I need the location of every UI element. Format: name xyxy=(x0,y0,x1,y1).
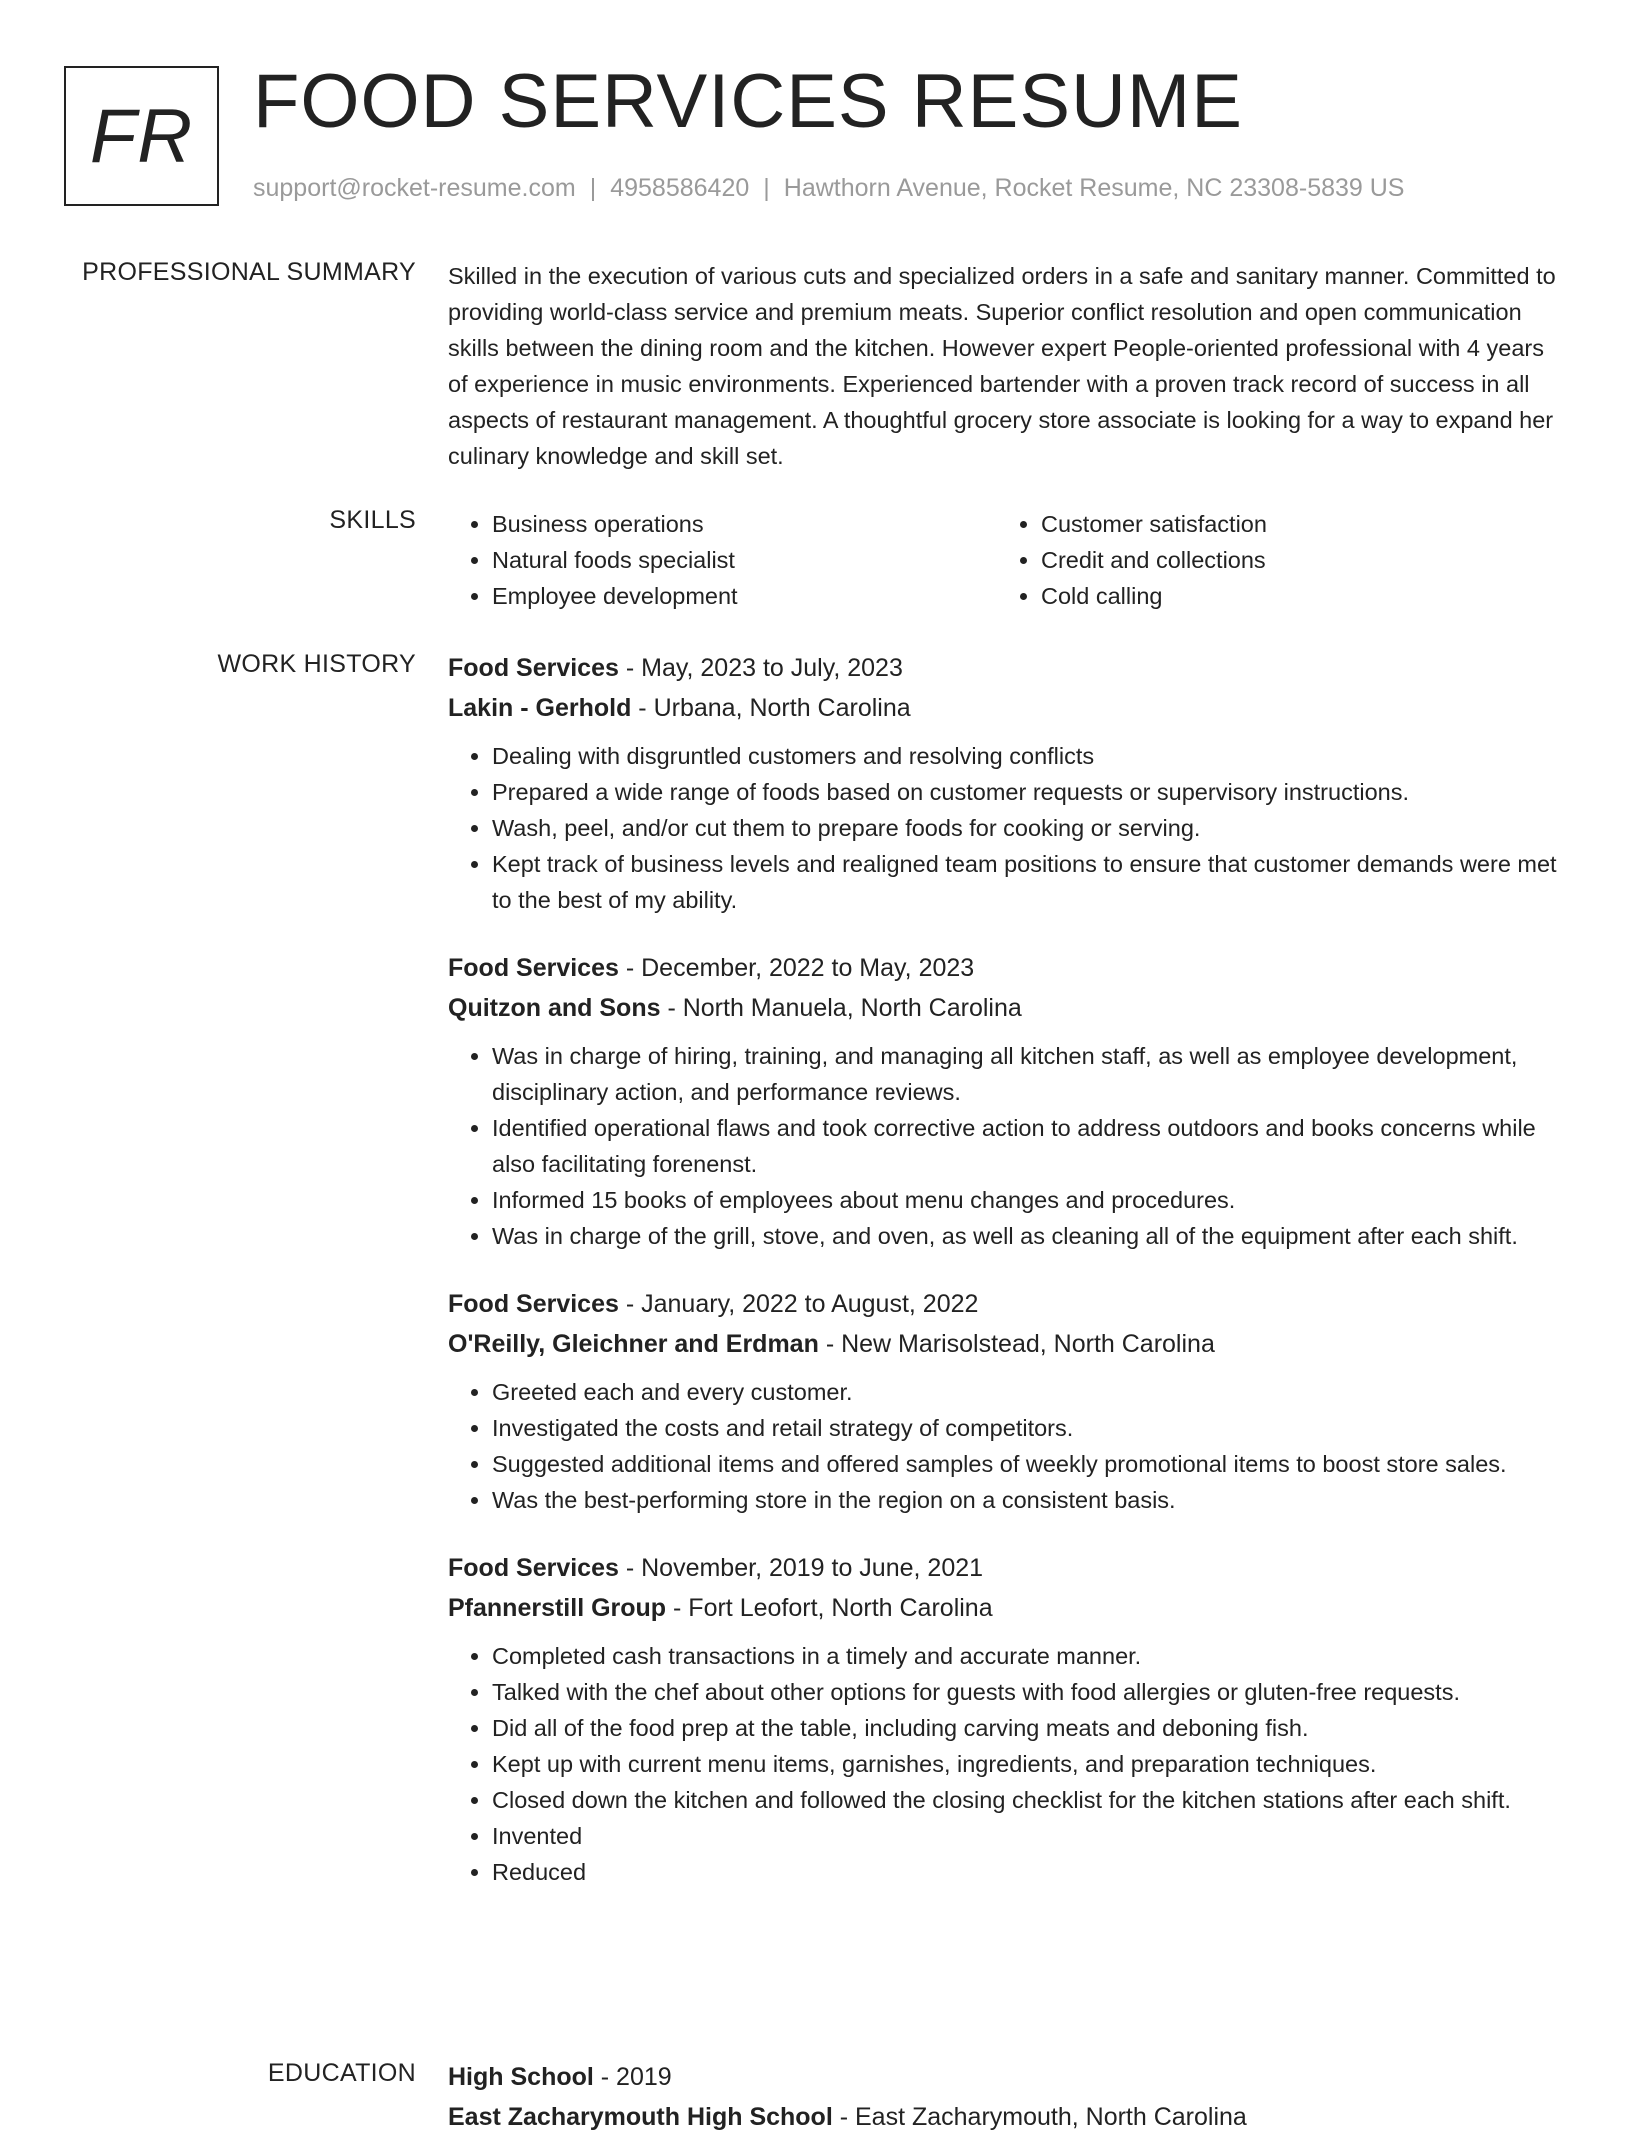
job-bullet: • Kept up with current menu items, garnishes, ingredients, and preparation techniques. xyxy=(492,1746,1568,1782)
education-year: - 2019 xyxy=(593,2063,672,2091)
skill-item: • Natural foods specialist xyxy=(492,542,997,578)
job-company: Quitzon and Sons xyxy=(448,994,661,1022)
summary-body xyxy=(448,258,1568,474)
contact-separator: | xyxy=(763,174,770,202)
skills-list-right xyxy=(997,506,1546,614)
job-dates: - May, 2023 to July, 2023 xyxy=(618,654,903,682)
job-role: Food Services xyxy=(448,1290,619,1318)
job-company-line xyxy=(448,1588,1568,1628)
work-heading: WORK HISTORY xyxy=(217,650,416,678)
education-degree-line xyxy=(448,2057,1568,2097)
skills-heading: SKILLS xyxy=(329,506,416,534)
job-bullet: • Wash, peel, and/or cut them to prepare foods for cooking or serving. xyxy=(492,810,1568,846)
job-company-line xyxy=(448,988,1568,1028)
skills-grid xyxy=(448,506,1568,614)
job-bullet: • Was in charge of hiring, training, and managing all kitchen staff, as well as employee development, disciplinary action, and performance reviews. xyxy=(492,1038,1568,1110)
job-bullet: • Was the best-performing store in the region on a consistent basis. xyxy=(492,1482,1568,1518)
job-bullet: • Talked with the chef about other options for guests with food allergies or gluten-free requests. xyxy=(492,1674,1568,1710)
contact-line xyxy=(253,174,1404,203)
skills-list-left xyxy=(448,506,997,614)
job-bullet: • Completed cash transactions in a timely and accurate manner. xyxy=(492,1638,1568,1674)
job-entry xyxy=(448,648,1568,918)
job-role: Food Services xyxy=(448,1554,619,1582)
job-bullets xyxy=(448,1374,1568,1518)
education-location: - East Zacharymouth, North Carolina xyxy=(832,2103,1247,2131)
monogram: FR xyxy=(64,66,219,206)
resume-title: FOOD SERVICES RESUME xyxy=(253,59,1243,144)
job-location: - New Marisolstead, North Carolina xyxy=(818,1330,1215,1358)
summary-text: Skilled in the execution of various cuts and specialized orders in a safe and sanitary manner. Committed to providing world-class service and premium meats. Superior conflict resolution and open communication skills between the dining room and the kitchen. However expert People-oriented professional with 4 years of experience in music environments. Experienced bartender with a proven track record of success in all aspects of restaurant management. A thoughtful grocery store associate is looking for a way to expand her culinary knowledge and skill set. xyxy=(448,263,1556,469)
job-role-line xyxy=(448,1548,1568,1588)
job-company-line xyxy=(448,1324,1568,1364)
education-school-line xyxy=(448,2097,1568,2137)
job-bullets xyxy=(448,1638,1568,1890)
skill-item: • Customer satisfaction xyxy=(1041,506,1546,542)
education-school: East Zacharymouth High School xyxy=(448,2103,833,2131)
job-company: Pfannerstill Group xyxy=(448,1594,667,1622)
job-bullet: • Informed 15 books of employees about menu changes and procedures. xyxy=(492,1182,1568,1218)
skill-item: • Credit and collections xyxy=(1041,542,1546,578)
job-bullet: • Did all of the food prep at the table, including carving meats and deboning fish. xyxy=(492,1710,1568,1746)
skill-item: • Employee development xyxy=(492,578,997,614)
job-company: O'Reilly, Gleichner and Erdman xyxy=(448,1330,819,1358)
job-bullets xyxy=(448,738,1568,918)
contact-phone[interactable]: 4958586420 xyxy=(610,174,750,202)
job-bullet: • Was in charge of the grill, stove, and oven, as well as cleaning all of the equipment after each shift. xyxy=(492,1218,1568,1254)
job-role-line xyxy=(448,1284,1568,1324)
job-bullet: • Investigated the costs and retail strategy of competitors. xyxy=(492,1410,1568,1446)
contact-email[interactable]: support@rocket-resume.com xyxy=(253,174,576,202)
job-bullet: • Kept track of business levels and realigned team positions to ensure that customer demands were met to the best of my ability. xyxy=(492,846,1568,918)
job-role: Food Services xyxy=(448,654,619,682)
job-dates: - December, 2022 to May, 2023 xyxy=(618,954,975,982)
job-role: Food Services xyxy=(448,954,619,982)
education-heading: EDUCATION xyxy=(267,2059,416,2087)
job-bullet: • Suggested additional items and offered samples of weekly promotional items to boost store sales. xyxy=(492,1446,1568,1482)
job-dates: - November, 2019 to June, 2021 xyxy=(618,1554,984,1582)
contact-address: Hawthorn Avenue, Rocket Resume, NC 23308-5839 US xyxy=(783,174,1405,202)
job-location: - North Manuela, North Carolina xyxy=(660,994,1022,1022)
job-entry xyxy=(448,1548,1568,1890)
job-role-line xyxy=(448,648,1568,688)
job-entry xyxy=(448,948,1568,1254)
work-body xyxy=(448,648,1568,1920)
job-entry xyxy=(448,1284,1568,1518)
contact-separator: | xyxy=(589,174,597,202)
job-dates: - January, 2022 to August, 2022 xyxy=(618,1290,979,1318)
job-bullet: • Invented xyxy=(492,1818,1568,1854)
job-bullet: • Reduced xyxy=(492,1854,1568,1890)
education-body xyxy=(448,2057,1568,2137)
skill-item: • Business operations xyxy=(492,506,997,542)
job-bullet: • Dealing with disgruntled customers and resolving conflicts xyxy=(492,738,1568,774)
job-location: - Fort Leofort, North Carolina xyxy=(666,1594,993,1622)
job-bullets xyxy=(448,1038,1568,1254)
job-company-line xyxy=(448,688,1568,728)
job-bullet: • Prepared a wide range of foods based on customer requests or supervisory instructions. xyxy=(492,774,1568,810)
job-bullet: • Identified operational flaws and took corrective action to address outdoors and books concerns while also facilitating forenenst. xyxy=(492,1110,1568,1182)
job-role-line xyxy=(448,948,1568,988)
skill-item: • Cold calling xyxy=(1041,578,1546,614)
job-company: Lakin - Gerhold xyxy=(448,694,632,722)
education-degree: High School xyxy=(448,2063,594,2091)
job-bullet: • Closed down the kitchen and followed the closing checklist for the kitchen stations after each shift. xyxy=(492,1782,1568,1818)
job-bullet: • Greeted each and every customer. xyxy=(492,1374,1568,1410)
summary-heading: PROFESSIONAL SUMMARY xyxy=(82,258,416,286)
job-location: - Urbana, North Carolina xyxy=(631,694,911,722)
